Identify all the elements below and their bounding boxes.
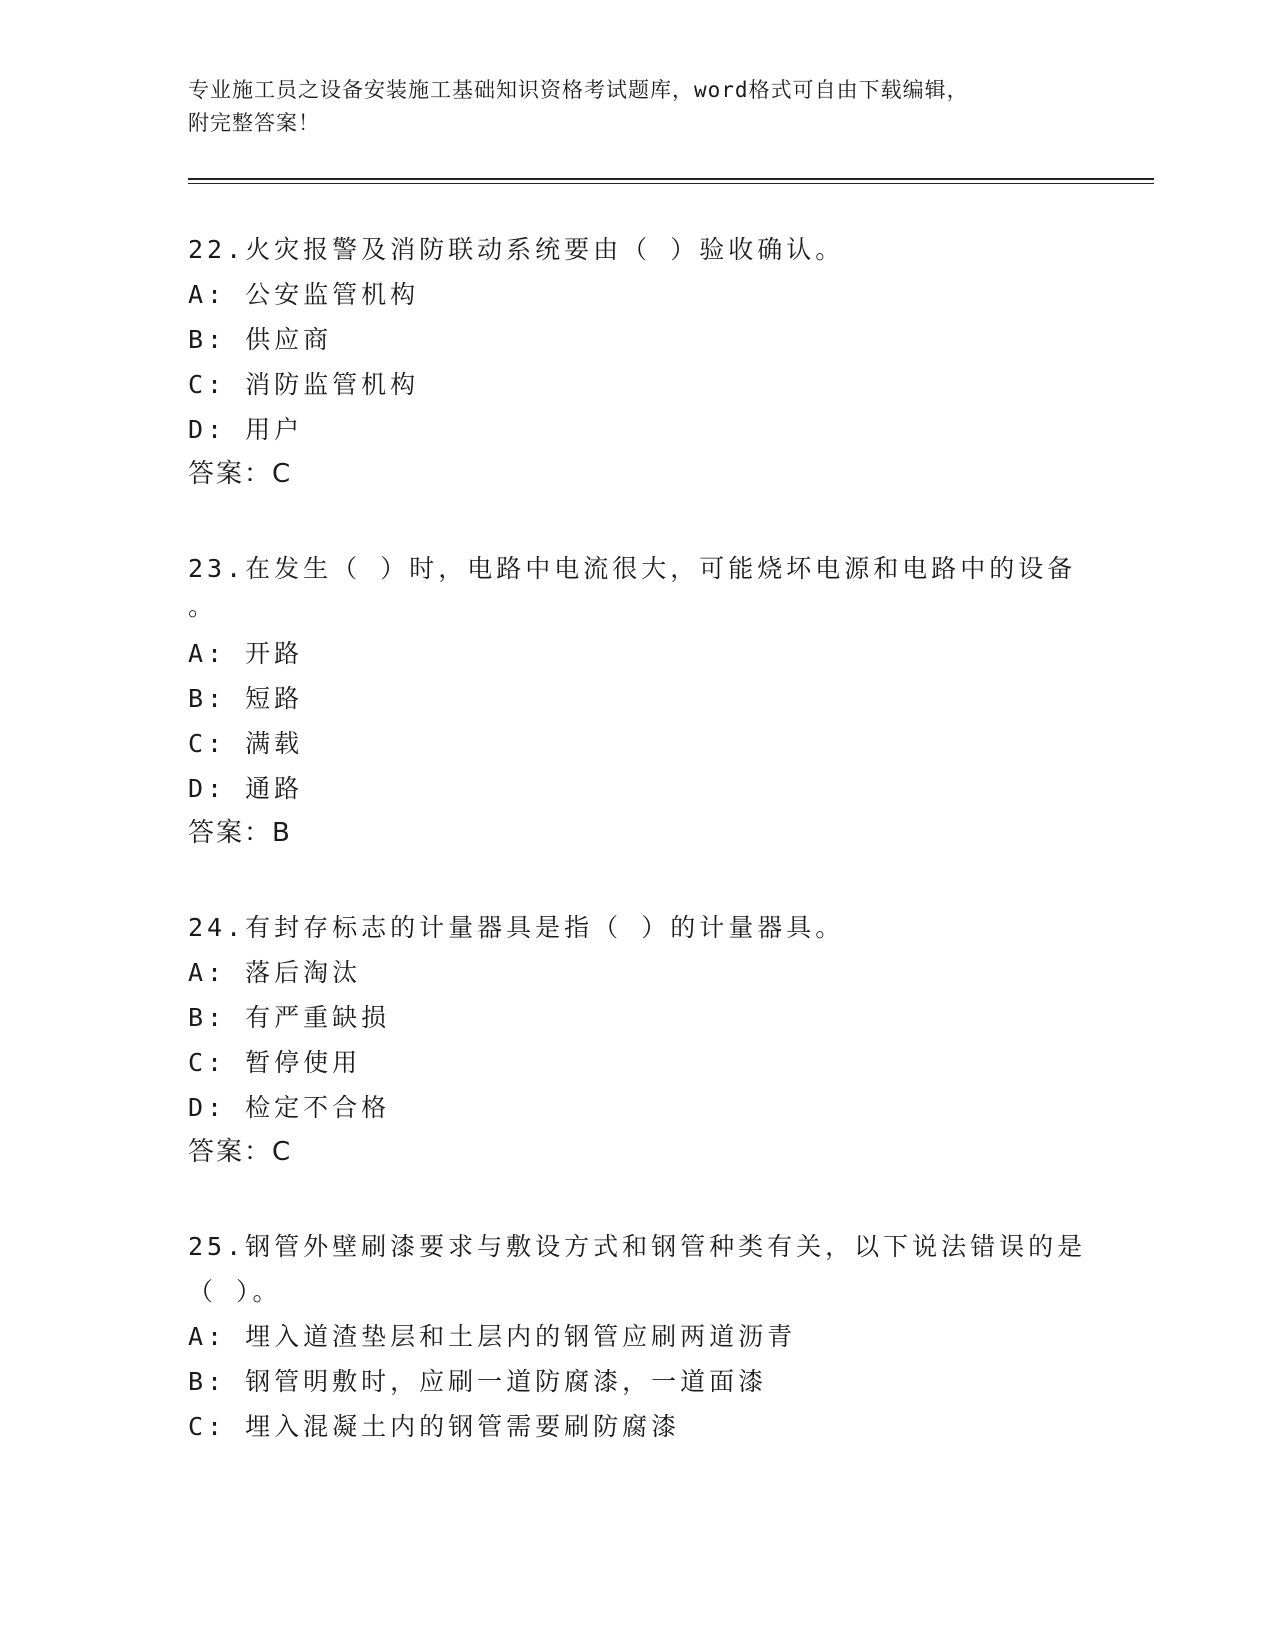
answer-line: 答案：C (188, 459, 293, 489)
header-line-2: 附完整答案！ (188, 111, 320, 135)
header-line-1: 专业施工员之设备安装施工基础知识资格考试题库，word格式可自由下载编辑， (188, 78, 969, 102)
header-divider-thick (188, 178, 1154, 180)
option-b: B: 有严重缺损 (188, 1003, 391, 1032)
document-header (188, 74, 1088, 140)
option-b: B: 短路 (188, 684, 304, 713)
question-stem-line-1: 23.在发生（ ）时，电路中电流很大，可能烧坏电源和电路中的设备 (188, 554, 1077, 583)
option-d: D: 通路 (188, 774, 304, 803)
option-a: A: 公安监管机构 (188, 280, 420, 309)
option-d: D: 用户 (188, 415, 304, 444)
answer-line: 答案：C (188, 1137, 293, 1167)
question-stem: 22.火灾报警及消防联动系统要由（ ）验收确认。 (188, 235, 845, 264)
option-b: B: 钢管明敷时，应刷一道防腐漆，一道面漆 (188, 1367, 768, 1396)
option-d: D: 检定不合格 (188, 1093, 391, 1122)
question-stem-line-2: （ ）。 (188, 1277, 282, 1306)
question-23 (188, 546, 1108, 856)
question-24 (188, 905, 1108, 1175)
question-25 (188, 1224, 1108, 1449)
option-c: C: 满载 (188, 729, 304, 758)
option-c: C: 消防监管机构 (188, 370, 420, 399)
question-22 (188, 227, 1108, 497)
option-a: A: 开路 (188, 639, 304, 668)
question-stem-line-1: 25.钢管外壁刷漆要求与敷设方式和钢管种类有关，以下说法错误的是 (188, 1232, 1087, 1261)
option-b: B: 供应商 (188, 325, 333, 354)
option-a: A: 落后淘汰 (188, 958, 362, 987)
header-divider-thin (188, 183, 1154, 184)
option-c: C: 暂停使用 (188, 1048, 362, 1077)
option-a: A: 埋入道渣垫层和土层内的钢管应刷两道沥青 (188, 1322, 797, 1351)
option-c: C: 埋入混凝土内的钢管需要刷防腐漆 (188, 1412, 681, 1441)
question-stem: 24.有封存标志的计量器具是指（ ）的计量器具。 (188, 913, 845, 942)
question-stem-line-2: 。 (188, 592, 218, 621)
answer-line: 答案：B (188, 818, 292, 848)
